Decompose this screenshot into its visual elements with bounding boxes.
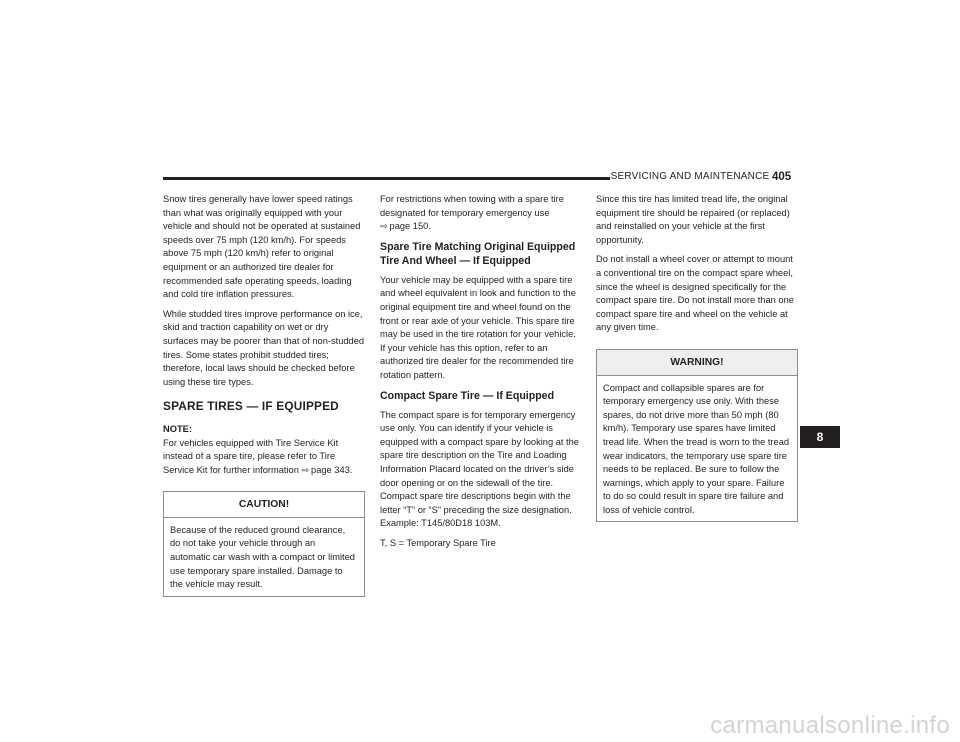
subheading-compact-spare: Compact Spare Tire — If Equipped [380, 389, 555, 402]
note-page-link[interactable]: page 343. [311, 464, 353, 475]
towing-page-link[interactable]: page 150. [389, 221, 431, 232]
caution-title: CAUTION! [164, 492, 364, 518]
column-3 [596, 193, 798, 522]
towing-paragraph [380, 193, 582, 234]
tread-life-paragraph: Since this tire has limited tread life, the original equipment tire should be repaired (or replaced) and reinstalled on your vehicle at the first opportunity. [596, 194, 790, 245]
note-label: NOTE: [163, 423, 192, 434]
arrow-right-icon: ⇨ [380, 221, 388, 232]
running-header: SERVICING AND MAINTENANCE [610, 171, 770, 182]
towing-text: For restrictions when towing with a spare tire designated for temporary emergency use [380, 194, 564, 218]
page-number: 405 [772, 171, 792, 183]
caution-box [163, 491, 365, 597]
snow-tires-paragraph: Snow tires generally have lower speed ratings than what was originally equipped with your vehicle and should not be operated at sustained speeds over 75 mph (120 km/h). For speeds above 75 mph (120 km/h) refer to original equipment or an authorized tire dealer for recommended safe operating speeds, loading and cold tire inflation pressures. [163, 194, 361, 300]
wheel-cover-paragraph: Do not install a wheel cover or attempt to mount a conventional tire on the compact spare wheel, since the wheel is designed specifically for the compact spare tire. Do not install more than one compact spare tire and wheel on the vehicle at any given time. [596, 254, 794, 333]
column-1 [163, 193, 365, 597]
arrow-right-icon: ⇨ [301, 464, 310, 475]
subheading-matching-spare: Spare Tire Matching Original Equipped Tire And Wheel — If Equipped [380, 240, 576, 267]
matching-spare-paragraph: Your vehicle may be equipped with a spare tire and wheel equivalent in look and function to the original equipment tire and wheel found on the front or rear axle of your vehicle. This spare tire may be used in the tire rotation for your vehicle. If your vehicle has this option, refer to an authorized tire dealer for the recommended tire rotation pattern. [380, 274, 576, 380]
warning-title: WARNING! [597, 350, 797, 376]
compact-spare-paragraph: The compact spare is for temporary emergency use only. You can identify if your vehicle is equipped with a compact spare by looking at the spare tire description on the Tire and Loading Information Placard located on the driver’s side door opening or on the sidewall of the tire. Compact spare tire descriptions begin with the letter “T” or “S” preceding the size designation. Example: T145/80D18 103M. [380, 409, 579, 529]
caution-text: Because of the reduced ground clearance, do not take your vehicle through an automatic car wash with a compact or limited use temporary spare installed. Damage to the vehicle may result. [170, 524, 355, 590]
studded-tires-paragraph: While studded tires improve performance on ice, skid and traction capability on wet or dry surfaces may be poorer than that of non-studded tires. Some states prohibit studded tires; therefore, local laws should be checked before using these tire types. [163, 308, 365, 387]
column-2 [380, 193, 582, 556]
note-paragraph [163, 437, 365, 478]
warning-box [596, 349, 798, 523]
watermark: carmanualsonline.info [710, 712, 950, 739]
warning-text: Compact and collapsible spares are for temporary emergency use only. With these spares, do not drive more than 50 mph (80 km/h). Temporary use spares have limited tread life. When the tread is worn to the tread wear indicators, the temporary use spare tire needs to be replaced. Be sure to follow the warnings, which apply to your spare. Failure to do so could result in spare tire failure and loss of vehicle control. [603, 382, 790, 515]
chapter-tab: 8 [800, 426, 840, 448]
section-heading-spare-tires: SPARE TIRES — IF EQUIPPED [163, 399, 339, 414]
temporary-spare-definition: T, S = Temporary Spare Tire [380, 537, 496, 548]
note-text: For vehicles equipped with Tire Service Kit instead of a spare tire, please refer to Tire Service Kit for further information [163, 437, 339, 475]
